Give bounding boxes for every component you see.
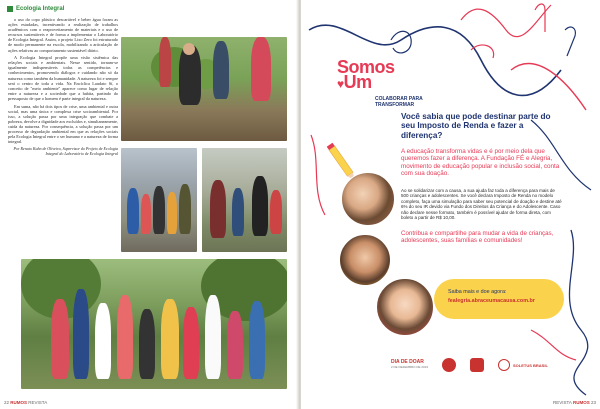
right-page-number: 23 — [590, 400, 596, 405]
donate-link[interactable]: fealegria.abraceumacausa.com.br — [448, 298, 535, 304]
right-page-footer — [553, 400, 596, 405]
photo-tree-planting — [121, 37, 287, 141]
left-page — [0, 0, 298, 409]
tag-line-1: COLABORAR PARA — [375, 96, 423, 102]
somos-line-1: Somos — [337, 57, 395, 77]
soletus-logo — [498, 359, 548, 371]
left-footer-brand: RUMOS — [10, 400, 28, 405]
right-footer-brand: RUMOS — [572, 400, 590, 405]
left-page-number: 22 — [4, 400, 10, 405]
somos-um-logo — [337, 57, 395, 92]
photo-child-circle-3 — [376, 278, 434, 336]
article-paragraph-3: Em suma, não há dois tipos de crise, uma ambiental e outra social, mas uma única e complexa crise socioambiental. Por isso, a solução passa por uma integração que combate a pobreza, devolve a dignidade aos excluídos e, simultaneamente, cuida da natureza. Por consequência, a solução passa por um processo de degradação ambiental em que as relações sociais pela Ecologia Integral entre o ser humano e a natureza de forma integral. — [8, 103, 119, 145]
dia-de-doar-date: 2 DE DEZEMBRO DE 2019 — [391, 365, 429, 369]
foundation-logo-icon — [470, 358, 484, 372]
soletus-circle-icon — [498, 359, 510, 371]
ad-lead: A educação transforma vidas e é por meio dela que queremos fazer a diferença. A Fundação FÉ e Alegria, movimento de educação popular e inclusão social, conta com sua doação. — [401, 148, 560, 177]
dia-de-doar-text: DIA DE DOAR — [391, 359, 424, 365]
right-page — [301, 0, 600, 409]
article-paragraph-1: o uso do copo plástico descartável e beber água foram as ações estudadas, incentivando a realização de trabalhos acadêmicos com o reaproveitamento de materiais e o uso de recursos sustentáveis e de forma a implementar o Laboratório de Ecologia Integral. Assim, o projeto Lixo Zero foi estruturado de modo permanente na escola, mobilizando a articulação de ações relativas ao comportamento sustentável diário. — [8, 17, 118, 53]
donate-callout-label: Saiba mais e doe agora: — [448, 289, 507, 295]
section-label: Ecologia Integral — [16, 6, 65, 12]
photo-child-circle-2 — [339, 234, 391, 286]
sponsor-logos — [391, 358, 548, 372]
section-square-icon — [7, 6, 13, 12]
photo-children-group — [121, 148, 197, 252]
tag-line-2: TRANSFORMAR — [375, 101, 415, 108]
photo-group-celebration — [21, 259, 287, 389]
ad-paragraph: Ao se solidarizar com a causa, a sua ajuda faz toda a diferença para mais de 500 crianças e adolescentes. Se você declara Imposto de Renda no modelo completo, faça uma simulação para saber seu potencial de doação e destine até 6% do seu IR devido via Fundo dos Direitos da Criança e do Adolescente. Caso não declare nesse formato, também é possível ajudar de forma direta, com boleto a partir de R$ 10,00. — [401, 188, 562, 221]
right-footer-mag: REVISTA — [553, 400, 572, 405]
article-byline: Por Renato Kuhn de Oliveira, Supervisor do Projeto de Ecologia Integral do Laboratório de Ecologia Integral — [13, 146, 118, 157]
section-header — [7, 6, 64, 12]
photo-child-circle-1 — [341, 172, 395, 226]
somos-line-2: Um — [343, 72, 372, 92]
ad-contribute: Contribua e compartilhe para mudar a vida de crianças, adolescentes, suas famílias e comunidades! — [401, 230, 554, 245]
article-body — [8, 17, 118, 159]
left-footer-mag: REVISTA — [28, 400, 48, 405]
left-page-footer — [4, 400, 47, 405]
ad-headline: Você sabia que pode destinar parte do seu Imposto de Renda e fazer a diferença? — [401, 112, 551, 140]
donate-callout[interactable] — [434, 279, 564, 319]
heart-hands-logo-icon — [442, 358, 456, 372]
photo-planting-activity — [202, 148, 287, 252]
soletus-text: SOLETUS BRASIL — [513, 362, 548, 368]
dia-de-doar-logo — [391, 360, 428, 370]
campaign-tagline — [375, 97, 423, 109]
heart-icon: ♥ — [337, 77, 344, 91]
article-paragraph-2: A Ecologia Integral propõe uma visão sistêmica das relações sociais e ambientais. Nesse sentido, tornam-se igualmente indispensáveis todas as competências e conhecimentos, promovendo diálogos e cuidando não só da natureza como também da humanidade. A natureza foi e sempre será o centro de toda a vida. Na Encíclica Laudato Sí, o conceito de "meio ambiente" aparece como lugar de relação entre a natureza e a sociedade que a habita, partindo do pressuposto de que o homem é parte integral da natureza. — [8, 55, 119, 101]
